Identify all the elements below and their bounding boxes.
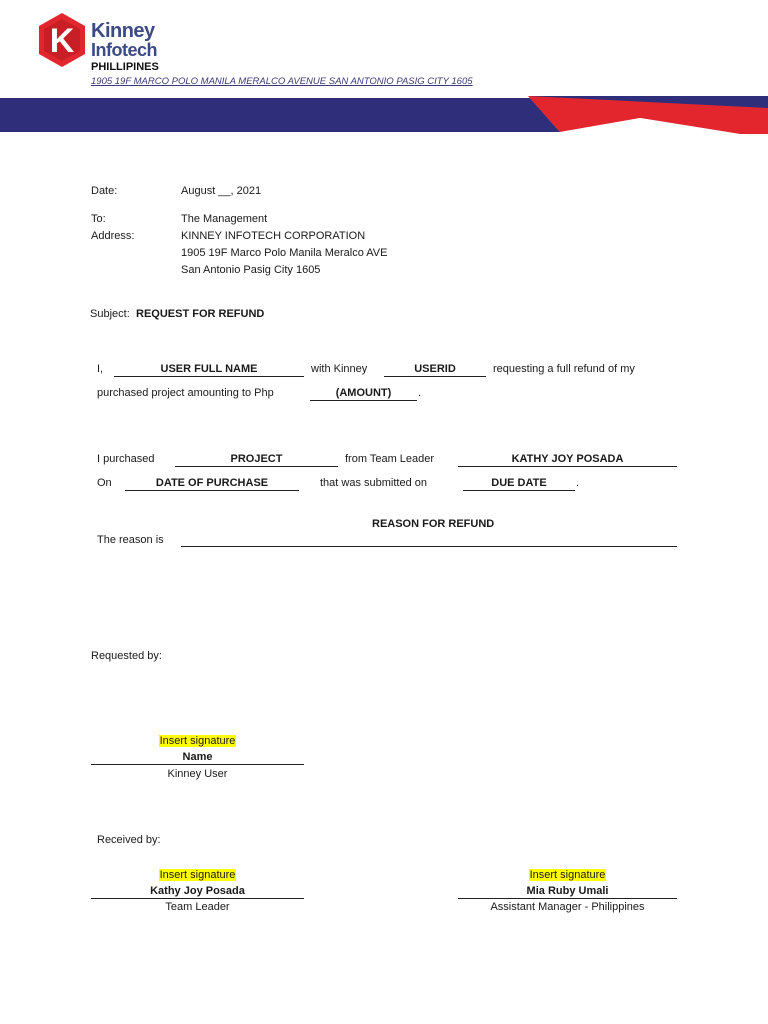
- due-date-field[interactable]: DUE DATE: [463, 476, 575, 491]
- address-label: Address:: [91, 230, 135, 242]
- received-right-role: Assistant Manager - Philippines: [490, 901, 645, 913]
- brand-name-line2: Infotech: [91, 40, 157, 60]
- received-left-signature-placeholder[interactable]: [91, 868, 304, 882]
- reason-label: The reason is: [97, 534, 164, 546]
- reason-heading: REASON FOR REFUND: [372, 518, 495, 530]
- requested-signature-placeholder[interactable]: [91, 734, 304, 748]
- address-line-2: 1905 19F Marco Polo Manila Meralco AVE: [181, 247, 388, 259]
- received-left-name: Kathy Joy Posada: [91, 884, 304, 899]
- userid-field[interactable]: USERID: [384, 362, 486, 377]
- received-right-name: Mia Ruby Umali: [458, 884, 677, 899]
- line2-period: .: [418, 387, 422, 399]
- line4-period: .: [576, 477, 580, 489]
- on-text: On: [97, 477, 112, 489]
- requested-name: Name: [91, 750, 304, 765]
- to-value: The Management: [181, 213, 268, 225]
- date-value: August __, 2021: [181, 185, 262, 197]
- header-banner: [0, 96, 768, 134]
- subject-label: Subject:: [90, 308, 130, 320]
- user-full-name-field[interactable]: USER FULL NAME: [114, 362, 304, 377]
- address-line-3: San Antonio Pasig City 1605: [181, 264, 321, 276]
- received-left-signature-text: Insert signature: [159, 869, 236, 881]
- requested-signature-text: Insert signature: [159, 735, 236, 747]
- received-by-label: Received by:: [97, 834, 161, 846]
- purchased-amount-text: purchased project amounting to Php: [97, 387, 274, 399]
- reason-input-line[interactable]: [181, 546, 677, 547]
- team-leader-field[interactable]: KATHY JOY POSADA: [458, 452, 677, 467]
- date-of-purchase-field[interactable]: DATE OF PURCHASE: [125, 476, 299, 491]
- company-logo-icon: [37, 12, 87, 68]
- brand-country: PHILLIPINES: [91, 61, 159, 73]
- requesting-text: requesting a full refund of my: [493, 363, 635, 375]
- address-line-1: KINNEY INFOTECH CORPORATION: [181, 230, 366, 242]
- submitted-on-text: that was submitted on: [320, 477, 428, 489]
- subject-value: REQUEST FOR REFUND: [136, 308, 265, 320]
- from-team-leader-text: from Team Leader: [345, 453, 435, 465]
- received-left-role: Team Leader: [165, 901, 230, 913]
- with-kinney-text: with Kinney: [311, 363, 368, 375]
- project-field[interactable]: PROJECT: [175, 452, 338, 467]
- received-right-signature-placeholder[interactable]: [458, 868, 677, 882]
- i-purchased-text: I purchased: [97, 453, 155, 465]
- to-label: To:: [91, 213, 106, 225]
- company-address: 1905 19F MARCO POLO MANILA MERALCO AVENUE SAN ANTONIO PASIG CITY 1605: [91, 76, 473, 87]
- brand-name-line1: Kinney: [91, 20, 155, 42]
- received-right-signature-text: Insert signature: [529, 869, 606, 881]
- pronoun-i: I,: [97, 363, 104, 375]
- requested-by-label: Requested by:: [91, 650, 162, 662]
- requested-role: Kinney User: [167, 768, 228, 780]
- amount-field[interactable]: (AMOUNT): [310, 386, 417, 401]
- logo-letter: K: [49, 22, 75, 60]
- date-label: Date:: [91, 185, 118, 197]
